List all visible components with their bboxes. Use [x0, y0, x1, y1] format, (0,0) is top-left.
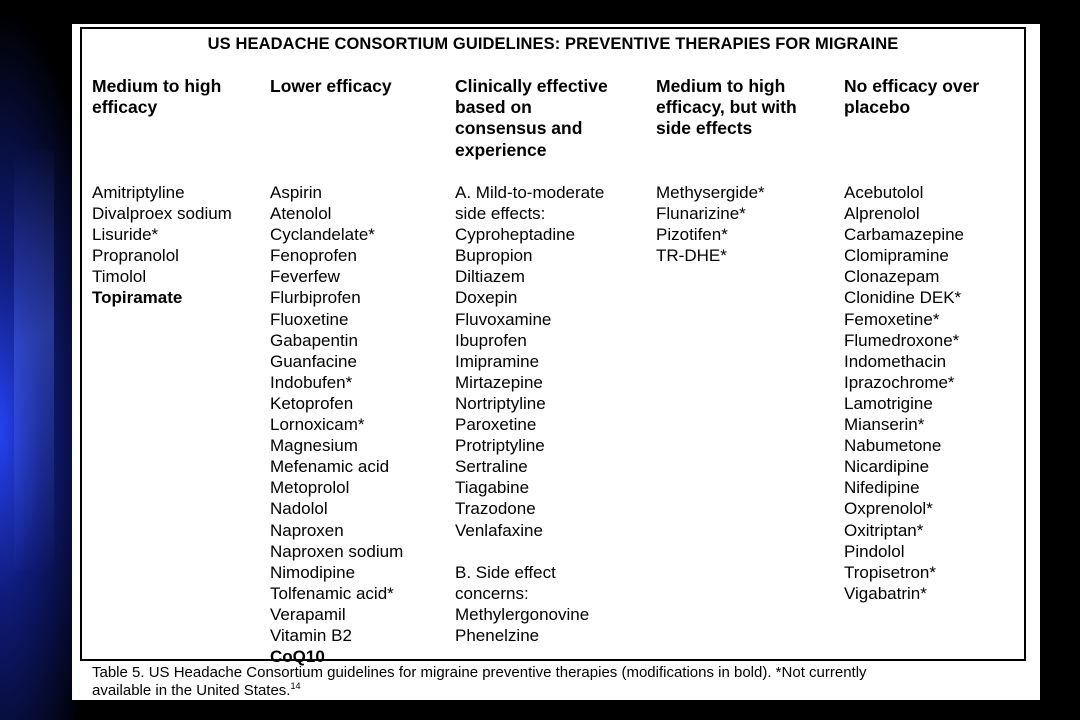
list-item: Ketoprofen	[270, 393, 354, 413]
slide	[72, 24, 1040, 700]
column-header	[92, 76, 221, 118]
column-header	[844, 76, 979, 118]
list-item: Atenolol	[270, 204, 332, 224]
list-item: Nicardipine	[844, 457, 930, 477]
list-item: Cyclandelate*	[270, 225, 375, 245]
column-header-line: experience	[455, 139, 547, 160]
list-item: side effects:	[455, 204, 546, 224]
list-item: concerns:	[455, 583, 529, 603]
list-item: Guanfacine	[270, 351, 357, 371]
list-spacer	[455, 541, 604, 562]
column-header-line: Medium to high	[92, 76, 222, 96]
column-header-line: consensus and	[455, 118, 583, 139]
list-item: Flumedroxone*	[844, 330, 960, 350]
list-item: Flurbiprofen	[270, 288, 361, 308]
list-item: Nimodipine	[270, 562, 356, 582]
list-item: Cyproheptadine	[455, 225, 576, 245]
list-item: Naproxen sodium	[270, 541, 404, 561]
list-item: Timolol	[92, 267, 147, 287]
column-list	[455, 182, 604, 646]
list-item: Acebutolol	[844, 183, 924, 202]
list-item: Phenelzine	[455, 625, 540, 645]
caption-reference: 14	[290, 681, 301, 691]
list-item: Aspirin	[270, 183, 322, 202]
list-item: Indomethacin	[844, 351, 947, 371]
column-header-line: placebo	[844, 97, 911, 118]
list-item: Vigabatrin*	[844, 583, 927, 603]
caption-line-2	[92, 682, 867, 700]
list-item: Paroxetine	[455, 415, 537, 435]
list-item: Tolfenamic acid*	[270, 583, 394, 603]
list-item: Metoprolol	[270, 478, 350, 498]
column-header-line: efficacy, but with	[656, 97, 797, 118]
list-item: CoQ10	[270, 647, 325, 667]
list-item: Vitamin B2	[270, 625, 352, 645]
column-header	[656, 76, 797, 140]
list-item: Flunarizine*	[656, 204, 746, 224]
column-list	[844, 182, 964, 604]
list-item: Sertraline	[455, 457, 528, 477]
list-item: Magnesium	[270, 436, 358, 456]
list-item: Propranolol	[92, 246, 179, 266]
list-item: Naproxen	[270, 520, 344, 540]
list-item: Pindolol	[844, 541, 905, 561]
list-item: Amitriptyline	[92, 183, 185, 202]
list-item: Tiagabine	[455, 478, 530, 498]
list-item: Lamotrigine	[844, 393, 933, 413]
list-item: Fenoprofen	[270, 246, 357, 266]
list-item: Mirtazepine	[455, 372, 543, 392]
column-header-line: based on	[455, 97, 532, 118]
column-header-line: Clinically effective	[455, 76, 608, 96]
column-list	[92, 182, 232, 309]
column-header-line: efficacy	[92, 97, 158, 118]
column-header-line: No efficacy over	[844, 76, 980, 96]
list-item: Verapamil	[270, 604, 346, 624]
list-item: A. Mild-to-moderate	[455, 183, 605, 202]
list-item: Protriptyline	[455, 436, 545, 456]
list-item: Fluvoxamine	[455, 309, 552, 329]
list-item: Diltiazem	[455, 267, 525, 287]
table-caption	[92, 664, 867, 700]
list-item: Doxepin	[455, 288, 518, 308]
list-item: Methysergide*	[656, 183, 765, 202]
list-item: Topiramate	[92, 288, 183, 308]
list-item: Gabapentin	[270, 330, 358, 350]
list-item: Nabumetone	[844, 436, 942, 456]
list-item: Imipramine	[455, 351, 540, 371]
list-item: Clomipramine	[844, 246, 949, 266]
list-item: Venlafaxine	[455, 520, 543, 540]
list-item: Tropisetron*	[844, 562, 936, 582]
list-item: Pizotifen*	[656, 225, 728, 245]
column-header-line: side effects	[656, 118, 753, 139]
list-item: Methylergonovine	[455, 604, 590, 624]
caption-line-2-text: available in the United States.	[92, 682, 291, 699]
list-item: Ibuprofen	[455, 330, 527, 350]
column-list	[656, 182, 765, 266]
list-item: Lornoxicam*	[270, 415, 365, 435]
list-item: Nortriptyline	[455, 393, 546, 413]
list-item: Lisuride*	[92, 225, 159, 245]
list-item: Trazodone	[455, 499, 536, 519]
list-item: Divalproex sodium	[92, 204, 232, 224]
list-item: Oxitriptan*	[844, 520, 924, 540]
list-item: Feverfew	[270, 267, 340, 287]
column-header-line: Lower efficacy	[270, 76, 392, 96]
background-streak	[14, 150, 54, 570]
list-item: Fluoxetine	[270, 309, 349, 329]
column-list	[270, 182, 403, 667]
list-item: Alprenolol	[844, 204, 920, 224]
caption-line-1: Table 5. US Headache Consortium guidelines for migraine preventive therapies (modifications in bold). *Not currently	[92, 664, 867, 681]
list-item: Nadolol	[270, 499, 328, 519]
guidelines-table	[80, 27, 1026, 667]
list-item: Clonazepam	[844, 267, 940, 287]
list-item: TR-DHE*	[656, 246, 727, 266]
list-item: Mefenamic acid	[270, 457, 390, 477]
table-title: US HEADACHE CONSORTIUM GUIDELINES: PREVENTIVE THERAPIES FOR MIGRAINE	[207, 35, 899, 53]
column-header	[455, 76, 608, 161]
list-item: Carbamazepine	[844, 225, 965, 245]
list-item: Bupropion	[455, 246, 533, 266]
column-header	[270, 76, 392, 97]
list-item: Iprazochrome*	[844, 372, 955, 392]
list-item: Oxprenolol*	[844, 499, 933, 519]
list-item: B. Side effect	[455, 562, 556, 582]
column-header-line: Medium to high	[656, 76, 786, 96]
list-item: Femoxetine*	[844, 309, 940, 329]
list-item: Indobufen*	[270, 372, 353, 392]
list-item: Nifedipine	[844, 478, 920, 498]
list-item: Mianserin*	[844, 415, 925, 435]
list-item: Clonidine DEK*	[844, 288, 962, 308]
